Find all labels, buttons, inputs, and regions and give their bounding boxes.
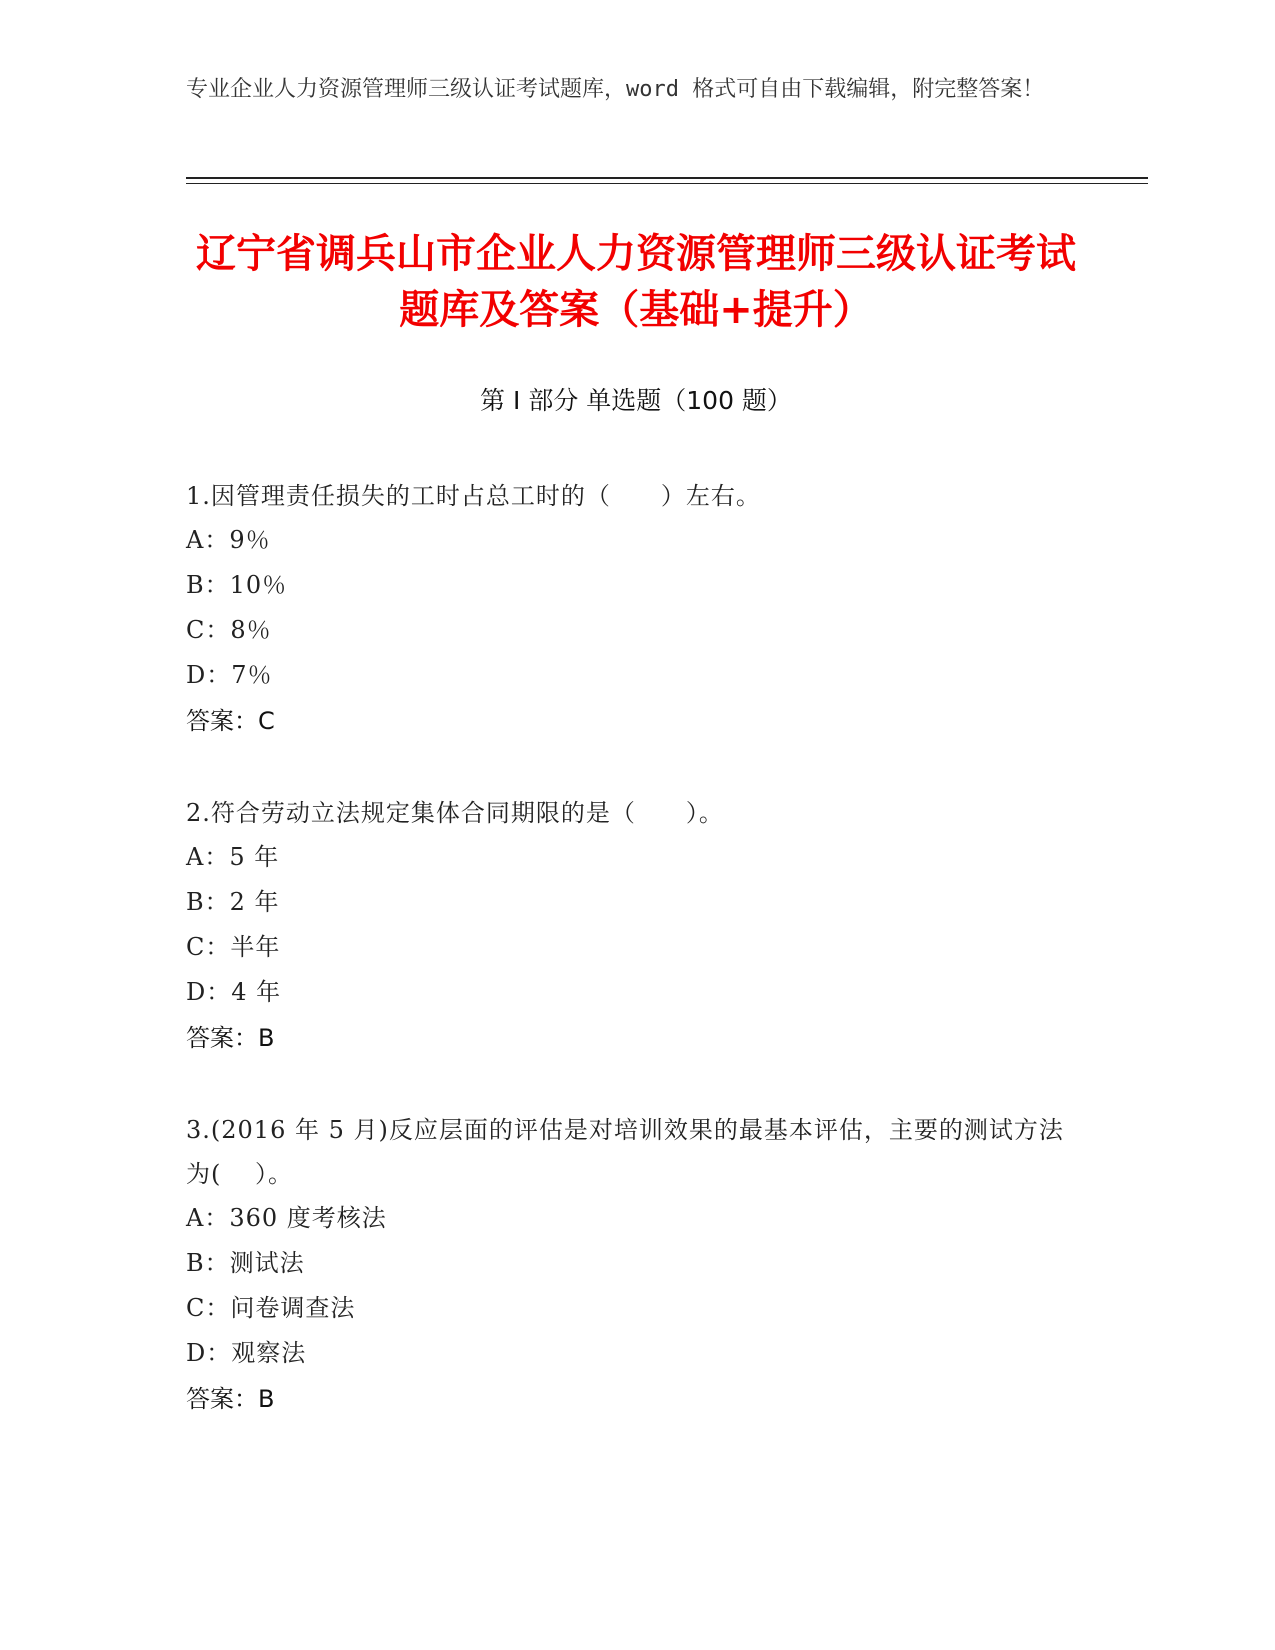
section-title: 第 I 部分 单选题（100 题）	[480, 386, 792, 415]
option-b: B：测试法	[186, 1249, 305, 1277]
question-stem: 1.因管理责任损失的工时占总工时的（ ）左右。	[186, 482, 761, 510]
option-c: C：问卷调查法	[186, 1294, 356, 1322]
header-divider	[186, 177, 1148, 179]
option-c: C：8％	[186, 616, 272, 644]
document-title: 辽宁省调兵山市企业人力资源管理师三级认证考试题库及答案（基础+提升）	[196, 231, 1076, 333]
option-c: C：半年	[186, 933, 281, 961]
option-b: B：10％	[186, 571, 288, 599]
option-d: D：4 年	[186, 978, 282, 1006]
answer-line: 答案：C	[186, 707, 275, 735]
header-divider-thin	[186, 183, 1148, 184]
option-a: A：9％	[186, 526, 271, 554]
answer-line: 答案：B	[186, 1385, 275, 1413]
question-block	[186, 474, 1066, 744]
header-note: 专业企业人力资源管理师三级认证考试题库，word 格式可自由下载编辑，附完整答案！	[186, 77, 1045, 102]
question-block	[186, 1108, 1066, 1422]
option-a: A：5 年	[186, 843, 280, 871]
question-stem: 3.(2016 年 5 月)反应层面的评估是对培训效果的最基本评估，主要的测试方法为( ）。	[186, 1116, 1064, 1188]
option-a: A：360 度考核法	[186, 1204, 387, 1232]
question-block	[186, 791, 1066, 1061]
question-stem: 2.符合劳动立法规定集体合同期限的是（ ）。	[186, 799, 724, 827]
option-d: D：观察法	[186, 1339, 307, 1367]
option-d: D：7％	[186, 661, 273, 689]
answer-line: 答案：B	[186, 1024, 275, 1052]
option-b: B：2 年	[186, 888, 280, 916]
